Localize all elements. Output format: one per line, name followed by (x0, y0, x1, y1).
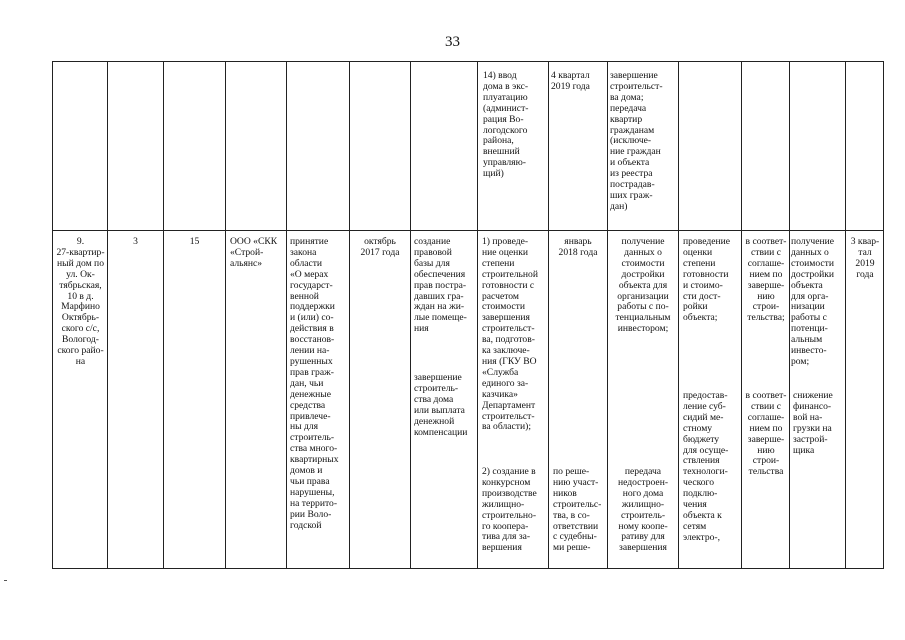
row2-col2-cell: 3 (133, 237, 138, 247)
column-divider (410, 62, 411, 568)
column-divider (845, 62, 846, 568)
row2-term-cell-a: в соответ- ствии с соглаше- нием по заверше- нию строи- тельства; (745, 237, 787, 324)
column-divider (163, 62, 164, 568)
row2-object-cell: 9. 27-квартир- ный дом по ул. Ок- тябрьская, 10 в д. Марфино Октябрь- ского с/с, Вологод- ского райо- на (56, 237, 105, 367)
row2-outcome-cell-a: получение данных о стоимости достройки объекта для организации работы с по- тенциальным инвестором; (615, 237, 671, 335)
row1-col8-cell: 14) ввод дома в экс- плуатацию (админист- рация Во- логодского района, внешний управляю- щий) (483, 71, 529, 180)
row2-term-cell-b: в соответ- ствии с соглаше- нием по заверше- нию строи- тельства (745, 391, 787, 478)
row2-result-cell-a: создание правовой базы для обеспечения прав постра- давших гра- ждан на жи- лые помеще- ния (414, 237, 467, 335)
row2-step-cell-a: 1) проведе- ние оценки степени строительной готовности с расчетом стоимости завершения строительст- ва, подготов- ка заключе- ния (ГКУ ВО «Служба единого за- казчика» Департамент строительст- ва области); (482, 237, 538, 433)
column-divider (548, 62, 549, 568)
row2-result-cell-b: завершение строитель- ства дома или выплата денежной компенсации (414, 373, 468, 438)
document-table (52, 61, 884, 569)
row2-step-cell-b: 2) создание в конкурсном производстве жилищно- строительно- го коопера- тива для за- вершения (482, 467, 537, 554)
margin-mark (4, 580, 7, 581)
column-divider (107, 62, 108, 568)
row2-support-cell-b: предостав- ление суб- сидий ме- стному бюджету для осуще- ствления технологи- ческого подклю- чения объекта к сетям электро-, (683, 391, 729, 543)
column-divider (349, 62, 350, 568)
row2-measure-cell: принятие закона области «О мерах государст- венной поддержки и (или) со- действия в восстанов- лении на- рушенных прав граж- дан, чьи денежные средства привлече- ны для строитель- ства много- квартирных домов и чьи права нарушены, на террито- рии Воло- годской (290, 237, 339, 531)
row2-developer-cell: ООО «СКК «Строй- альянс» (230, 237, 278, 269)
row2-deadline-cell-a: январь 2018 года (558, 237, 598, 258)
column-divider (678, 62, 679, 568)
row-divider (53, 230, 883, 231)
column-divider (477, 62, 478, 568)
row1-col10-cell: завершение строительст- ва дома; передача квартир гражданам (исключе- ние граждан и объекта из реестра пострадав- ших граж- дан) (610, 71, 663, 212)
row2-effect-cell-a: получение данных о стоимости достройки объекта для орга- низации работы с потенци- альным инвесто- ром; (791, 237, 835, 367)
row2-support-cell-a: проведение оценки степени готовности и стоимо- сти дост- ройки объекта; (683, 237, 730, 324)
row2-final-deadline-cell: 3 квар- тал 2019 года (850, 237, 880, 280)
row2-date-cell: октябрь 2017 года (360, 237, 400, 258)
row2-deadline-cell-b: по реше- нию участ- ников строительс- тва, в со- ответствии с судебны- ми реше- (553, 467, 602, 554)
row2-effect-cell-b: снижение финансо- вой на- грузки на застрой- щика (793, 391, 833, 456)
column-divider (286, 62, 287, 568)
page-number: 33 (445, 34, 460, 50)
row1-col9-cell: 4 квартал 2019 года (551, 71, 590, 92)
column-divider (225, 62, 226, 568)
row2-outcome-cell-b: передача недостроен- ного дома жилищно- строитель- ному коопе- ративу для завершения (617, 467, 669, 554)
row2-col3-cell: 15 (189, 237, 200, 247)
